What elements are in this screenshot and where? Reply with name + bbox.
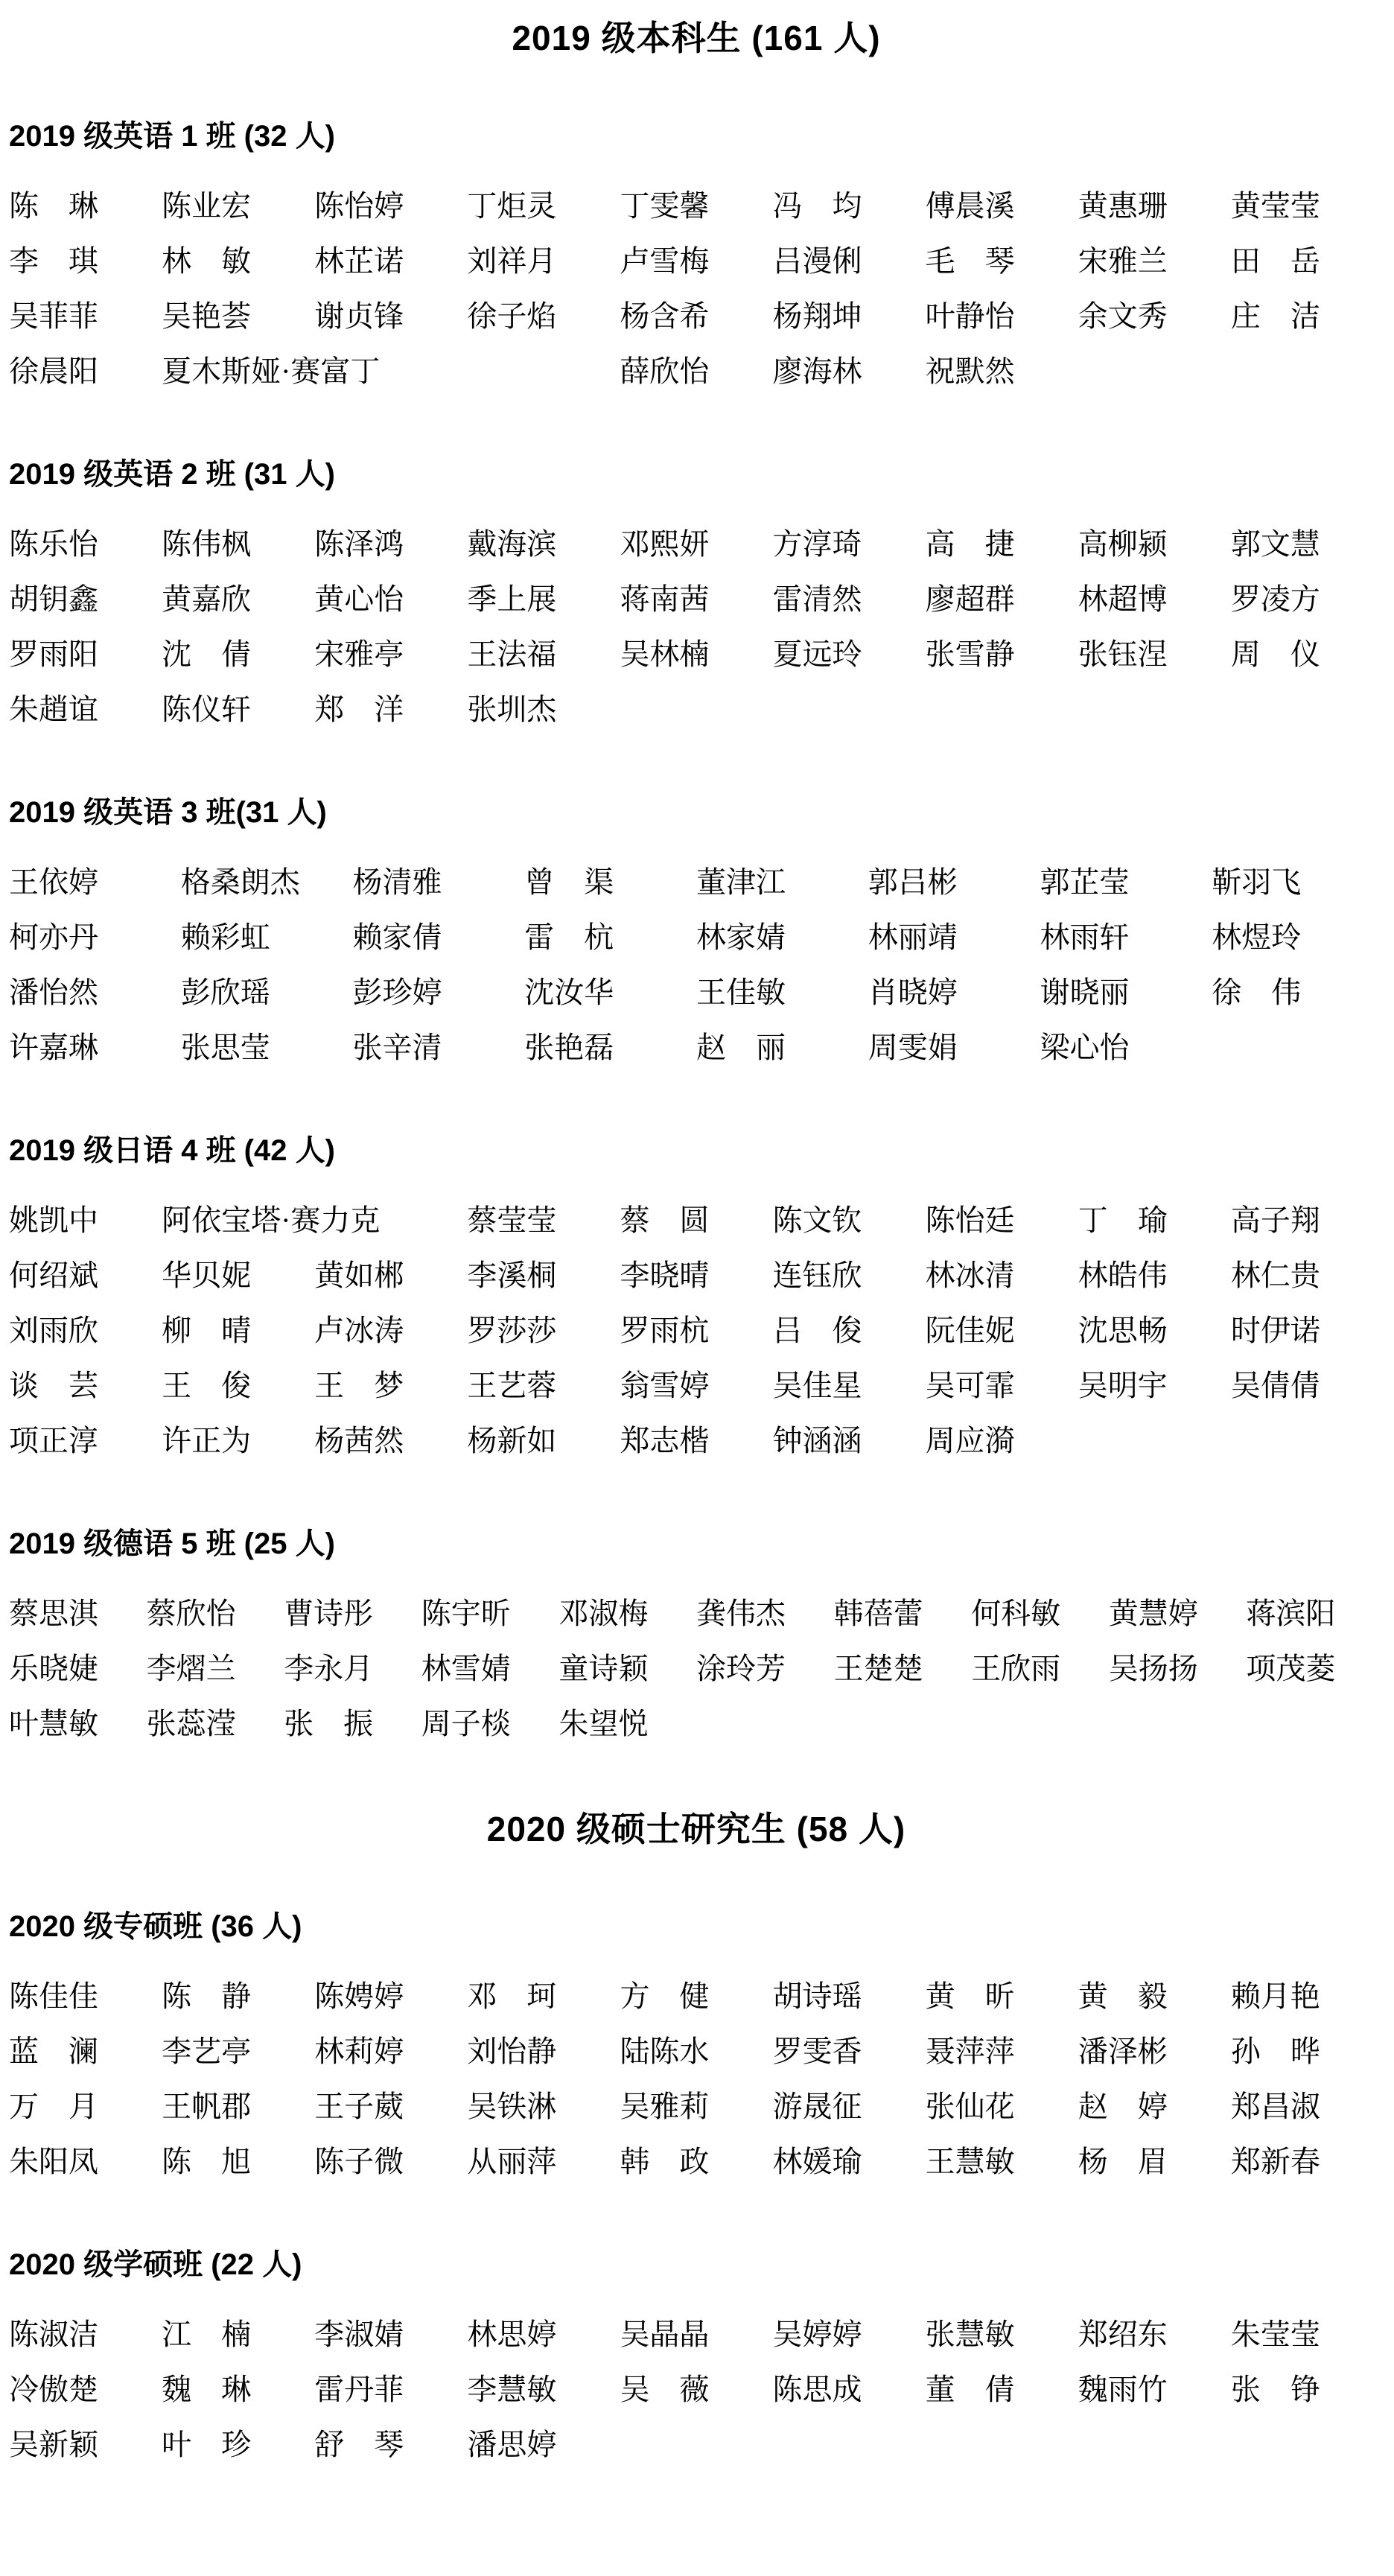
class-block [9,120,1384,389]
name-row [9,1706,1384,1742]
student-name: 季上展 [467,582,557,616]
student-name: 蒋南茜 [620,582,710,616]
student-name: 时伊诺 [1230,1313,1320,1347]
student-name: 林仁贵 [1230,1258,1320,1292]
student-name: 陈 琳 [9,188,98,223]
student-name: 林丽靖 [868,920,958,954]
class-block [9,458,1384,728]
student-name: 蔡思淇 [9,1596,98,1630]
student-name: 张雪静 [925,637,1015,671]
name-row [9,354,1384,389]
name-row [9,2034,1384,2070]
student-name: 郑 洋 [314,692,404,726]
student-name: 方淳琦 [772,527,862,561]
student-name: 丁炬灵 [467,188,557,223]
student-name: 王艺蓉 [467,1368,557,1402]
student-name: 何绍斌 [9,1258,98,1292]
student-name: 林皓伟 [1078,1258,1168,1292]
student-name: 姚凯中 [9,1203,98,1237]
student-name: 项正淳 [9,1423,98,1457]
student-name: 蓝 澜 [9,2035,98,2069]
student-name: 谈 芸 [9,1368,98,1402]
student-name: 蔡莹莹 [467,1203,557,1237]
student-name: 方 健 [620,1979,710,2014]
name-row [9,2089,1384,2125]
student-name: 罗雨阳 [9,637,98,671]
name-row [9,637,1384,672]
student-name: 韩蓓蕾 [833,1596,923,1630]
student-name: 董津江 [696,865,786,899]
student-name: 黄 昕 [925,1979,1015,2014]
student-name: 张辛清 [352,1030,442,1064]
student-name: 童诗颖 [558,1651,649,1685]
student-name: 谢晓丽 [1040,975,1130,1009]
student-name: 彭珍婷 [352,975,442,1009]
student-name: 罗雨杭 [620,1313,710,1347]
student-name: 祝默然 [925,354,1015,388]
student-name: 庄 洁 [1230,299,1320,333]
student-name: 曹诗彤 [284,1596,374,1630]
student-name: 万 月 [9,2090,98,2124]
student-name: 许嘉琳 [9,1030,98,1064]
student-name: 吴雅莉 [620,2090,710,2124]
student-name: 廖超群 [925,582,1015,616]
student-name: 杨新如 [467,1423,557,1457]
student-name: 刘祥月 [467,244,557,278]
student-name: 叶 珍 [162,2428,252,2462]
student-name: 丁 瑜 [1078,1203,1168,1237]
student-name: 周雯娟 [868,1030,958,1064]
class-block [9,2248,1384,2463]
student-name: 杨翔坤 [772,299,862,333]
class-block [9,1527,1384,1742]
section-title: 2020 级硕士研究生 (58 人) [486,1809,906,1848]
name-row [9,2317,1384,2353]
student-name: 陈文钦 [772,1203,862,1237]
student-name: 朱莹莹 [1230,2318,1320,2352]
student-name: 孙 晔 [1230,2035,1320,2069]
name-row [9,1030,1384,1066]
student-name: 周子棪 [421,1706,511,1740]
student-name: 王依婷 [9,865,98,899]
student-name: 陈怡廷 [925,1203,1015,1237]
student-name: 邓熙妍 [620,527,710,561]
student-name: 邓淑梅 [558,1596,649,1630]
student-name: 郑新春 [1230,2145,1320,2179]
student-name: 吕漫俐 [772,244,862,278]
class-header: 2019 级英语 3 班(31 人) [9,795,327,829]
name-row [9,1596,1384,1632]
student-name: 柳 晴 [162,1313,252,1347]
student-name: 陈业宏 [162,188,252,223]
student-name: 王慧敏 [925,2145,1015,2179]
student-name: 李溪桐 [467,1258,557,1292]
student-name: 李艺亭 [162,2035,252,2069]
student-name: 黄心怡 [314,582,404,616]
student-name: 张圳杰 [467,692,557,726]
student-name: 吴 薇 [620,2373,710,2407]
student-name: 朱阳凤 [9,2145,98,2179]
name-row [9,2144,1384,2180]
student-name: 林雨轩 [1040,920,1130,954]
student-name: 陆陈水 [620,2035,710,2069]
student-name: 魏 琳 [162,2373,252,2407]
student-name: 肖晓婷 [868,975,958,1009]
student-name: 阿依宝塔·赛力克 [162,1203,381,1237]
student-name: 陈佳佳 [9,1979,98,2014]
student-name: 王欣雨 [971,1651,1061,1685]
student-name: 林超博 [1078,582,1168,616]
student-name: 赖月艳 [1230,1979,1320,2014]
student-name: 项茂菱 [1246,1651,1336,1685]
student-name: 林煜玲 [1212,920,1302,954]
student-name: 张慧敏 [925,2318,1015,2352]
student-name: 陈怡婷 [314,188,404,223]
student-name: 张 振 [284,1706,374,1740]
student-name: 柯亦丹 [9,920,98,954]
student-name: 林莉婷 [314,2035,404,2069]
document-content [9,19,1384,2463]
student-name: 陈子微 [314,2145,404,2179]
student-name: 黄如郴 [314,1258,404,1292]
student-name: 江 楠 [162,2318,252,2352]
student-name: 梁心怡 [1040,1030,1130,1064]
student-name: 高 捷 [925,527,1015,561]
student-name: 从丽萍 [467,2145,557,2179]
student-name: 吴佳星 [772,1368,862,1402]
student-name: 韩 政 [620,2145,710,2179]
student-name: 沈思畅 [1078,1313,1168,1347]
student-name: 朱望悦 [558,1706,649,1740]
student-name: 雷 杭 [524,920,614,954]
student-name: 胡诗瑶 [772,1979,862,2014]
student-name: 林芷诺 [314,244,404,278]
student-name: 吴可霏 [925,1368,1015,1402]
student-name: 陈娉婷 [314,1979,404,2014]
student-name: 许正为 [162,1423,252,1457]
student-name: 郑志楷 [620,1423,710,1457]
student-name: 李淑婧 [314,2318,404,2352]
student-name: 沈汝华 [524,975,614,1009]
student-name: 罗莎莎 [467,1313,557,1347]
student-name: 徐子焰 [467,299,557,333]
student-name: 宋雅兰 [1078,244,1168,278]
student-name: 何科敏 [971,1596,1061,1630]
student-name: 曾 渠 [524,865,614,899]
student-name: 王帆郡 [162,2090,252,2124]
name-row [9,1203,1384,1238]
student-name: 林家婧 [696,920,786,954]
student-name: 雷清然 [772,582,862,616]
section-title: 2019 级本科生 (161 人) [512,19,881,57]
student-name: 叶慧敏 [9,1706,98,1740]
student-name: 戴海滨 [467,527,557,561]
name-row [9,1979,1384,2014]
student-name: 杨茜然 [314,1423,404,1457]
student-name: 沈 倩 [162,637,252,671]
student-name: 陈乐怡 [9,527,98,561]
student-name: 张艳磊 [524,1030,614,1064]
class-block [9,1910,1384,2180]
student-name: 胡钥鑫 [9,582,98,616]
student-name: 徐 伟 [1212,975,1302,1009]
student-name: 张仙花 [925,2090,1015,2124]
student-name: 蔡 圆 [620,1203,710,1237]
student-name: 陈 静 [162,1979,252,2014]
name-row [9,1651,1384,1687]
student-name: 刘怡静 [467,2035,557,2069]
student-name: 林雪婧 [421,1651,511,1685]
name-row [9,2372,1384,2408]
student-name: 董 倩 [925,2373,1015,2407]
student-name: 吴扬扬 [1108,1651,1198,1685]
student-name: 毛 琴 [925,244,1015,278]
student-name: 龚伟杰 [696,1596,786,1630]
student-name: 冷傲楚 [9,2373,98,2407]
student-name: 周 仪 [1230,637,1320,671]
student-name: 雷丹菲 [314,2373,404,2407]
student-name: 游晟征 [772,2090,862,2124]
student-name: 高柳颍 [1078,527,1168,561]
student-name: 王子葳 [314,2090,404,2124]
name-row [9,692,1384,728]
name-row [9,1368,1384,1404]
student-name: 杨 眉 [1078,2145,1168,2179]
class-header: 2020 级专硕班 (36 人) [9,1910,302,1944]
student-name: 王佳敏 [696,975,786,1009]
student-name: 傅晨溪 [925,188,1015,223]
student-name: 李永月 [284,1651,374,1685]
student-name: 连钰欣 [772,1258,862,1292]
name-row [9,582,1384,617]
student-name: 郑绍东 [1078,2318,1168,2352]
name-row [9,920,1384,955]
student-name: 罗雯香 [772,2035,862,2069]
student-name: 徐晨阳 [9,354,98,388]
student-name: 李熠兰 [146,1651,236,1685]
student-name: 赖彩虹 [180,920,270,954]
student-name: 吴新颖 [9,2428,98,2462]
student-name: 王 俊 [162,1368,252,1402]
student-name: 格桑朗杰 [180,865,300,899]
student-name: 吴艳荟 [162,299,252,333]
student-name: 吴林楠 [620,637,710,671]
student-name: 张思莹 [180,1030,270,1064]
name-row [9,1423,1384,1459]
student-name: 郑昌淑 [1230,2090,1320,2124]
student-name: 朱趙谊 [9,692,98,726]
student-name: 陈伟枫 [162,527,252,561]
name-row [9,527,1384,562]
student-name: 林冰清 [925,1258,1015,1292]
student-name: 彭欣瑶 [180,975,270,1009]
student-name: 罗凌方 [1230,582,1320,616]
student-name: 夏远玲 [772,637,862,671]
class-header: 2019 级日语 4 班 (42 人) [9,1133,335,1167]
student-name: 涂玲芳 [696,1651,786,1685]
name-row [9,975,1384,1011]
student-name: 吴菲菲 [9,299,98,333]
class-header: 2019 级英语 2 班 (31 人) [9,457,335,491]
student-name: 陈思成 [772,2373,862,2407]
student-name: 黄莹莹 [1230,188,1320,223]
student-name: 吴婷婷 [772,2318,862,2352]
name-row [9,299,1384,334]
name-row [9,1313,1384,1349]
student-name: 黄嘉欣 [162,582,252,616]
student-name: 王法福 [467,637,557,671]
student-name: 黄慧婷 [1108,1596,1198,1630]
student-name: 阮佳妮 [925,1313,1015,1347]
student-name: 刘雨欣 [9,1313,98,1347]
name-row [9,2427,1384,2463]
student-name: 潘思婷 [467,2428,557,2462]
student-name: 魏雨竹 [1078,2373,1168,2407]
class-header: 2019 级德语 5 班 (25 人) [9,1527,335,1560]
student-name: 蒋滨阳 [1246,1596,1336,1630]
student-name: 郭吕彬 [868,865,958,899]
student-name: 夏木斯娅·赛富丁 [162,354,381,388]
student-name: 王楚楚 [833,1651,923,1685]
class-header: 2020 级学硕班 (22 人) [9,2248,302,2282]
name-row [9,865,1384,900]
name-row [9,244,1384,279]
student-name: 杨清雅 [352,865,442,899]
class-header: 2019 级英语 1 班 (32 人) [9,119,335,153]
student-name: 田 岳 [1230,244,1320,278]
student-name: 李 琪 [9,244,98,278]
student-name: 吕 俊 [772,1313,862,1347]
student-name: 吴倩倩 [1230,1368,1320,1402]
student-name: 李晓晴 [620,1258,710,1292]
student-name: 吴明宇 [1078,1368,1168,1402]
student-name: 郭芷莹 [1040,865,1130,899]
student-name: 翁雪婷 [620,1368,710,1402]
student-name: 林思婷 [467,2318,557,2352]
student-name: 卢冰涛 [314,1313,404,1347]
student-name: 赖家倩 [352,920,442,954]
student-name: 潘怡然 [9,975,98,1009]
student-name: 吴晶晶 [620,2318,710,2352]
class-block [9,1134,1384,1459]
student-name: 张蕊滢 [146,1706,236,1740]
student-name: 蔡欣怡 [146,1596,236,1630]
student-name: 华贝妮 [162,1258,252,1292]
student-name: 陈仪轩 [162,692,252,726]
student-name: 周应漪 [925,1423,1015,1457]
student-name: 陈 旭 [162,2145,252,2179]
student-name: 廖海林 [772,354,862,388]
student-name: 赵 婷 [1078,2090,1168,2124]
student-name: 杨含希 [620,299,710,333]
student-name: 乐晓婕 [9,1651,98,1685]
student-name: 舒 琴 [314,2428,404,2462]
student-name: 张 铮 [1230,2373,1320,2407]
student-name: 宋雅亭 [314,637,404,671]
student-name: 丁雯馨 [620,188,710,223]
student-name: 黄 毅 [1078,1979,1168,2014]
student-name: 张钰涅 [1078,637,1168,671]
student-name: 郭文慧 [1230,527,1320,561]
student-name: 卢雪梅 [620,244,710,278]
name-row [9,188,1384,224]
student-name: 谢贞锋 [314,299,404,333]
student-name: 李慧敏 [467,2373,557,2407]
student-name: 林 敏 [162,244,252,278]
student-name: 冯 均 [772,188,862,223]
student-name: 聂萍萍 [925,2035,1015,2069]
student-name: 陈泽鸿 [314,527,404,561]
student-name: 薛欣怡 [620,354,710,388]
student-name: 靳羽飞 [1212,865,1302,899]
student-name: 王 梦 [314,1368,404,1402]
student-name: 高子翔 [1230,1203,1320,1237]
student-name: 吴铁淋 [467,2090,557,2124]
student-name: 潘泽彬 [1078,2035,1168,2069]
student-name: 钟涵涵 [772,1423,862,1457]
class-block [9,796,1384,1066]
student-name: 陈淑洁 [9,2318,98,2352]
student-name: 陈宇昕 [421,1596,511,1630]
name-row [9,1258,1384,1294]
student-name: 赵 丽 [696,1030,786,1064]
student-name: 黄惠珊 [1078,188,1168,223]
student-name: 林媛瑜 [772,2145,862,2179]
student-name: 余文秀 [1078,299,1168,333]
student-name: 邓 珂 [467,1979,557,2014]
student-name: 叶静怡 [925,299,1015,333]
